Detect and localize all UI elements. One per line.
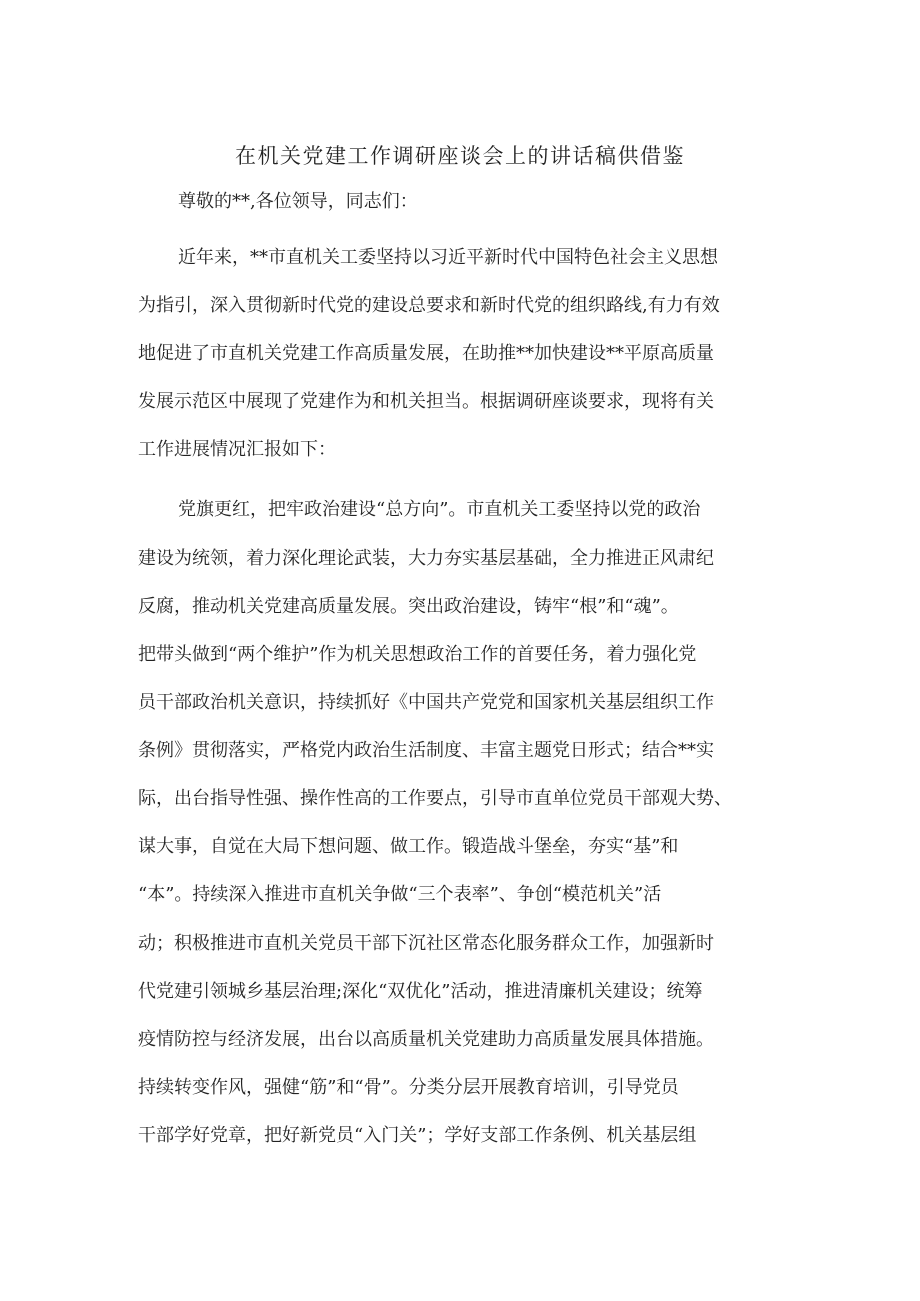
- text-line: 谋大事，自觉在大局下想问题、做工作。锻造战斗堡垒，夯实“基”和: [138, 836, 679, 857]
- text-line: 发展示范区中展现了党建作为和机关担当。根据调研座谈要求，现将有关: [138, 391, 714, 412]
- text-line: 近年来，**市直机关工委坚持以习近平新时代中国特色社会主义思想: [178, 247, 718, 268]
- text-line: 干部学好党章，把好新党员“入门关”；学好支部工作条例、机关基层组: [138, 1125, 697, 1146]
- document-title: 在机关党建工作调研座谈会上的讲话稿供借鉴: [235, 144, 685, 168]
- text-line: 条例》贯彻落实，严格党内政治生活制度、丰富主题党日形式；结合**实: [138, 740, 714, 761]
- text-line: 代党建引领城乡基层治理;深化“双优化”活动，推进清廉机关建设；统筹: [138, 981, 703, 1002]
- text-line: 疫情防控与经济发展，出台以高质量机关党建助力高质量发展具体措施。: [138, 1029, 714, 1050]
- text-line: “本”。持续深入推进市直机关争做“三个表率”、争创“模范机关”活: [138, 884, 662, 905]
- text-line: 员干部政治机关意识，持续抓好《中国共产党党和国家机关基层组织工作: [138, 692, 714, 713]
- text-line: 反腐，推动机关党建高质量发展。突出政治建设，铸牢“根”和“魂”。: [138, 596, 679, 617]
- text-line: 把带头做到“两个维护”作为机关思想政治工作的首要任务，着力强化党: [138, 644, 697, 665]
- text-line: 持续转变作风，强健“筋”和“骨”。分类分层开展教育培训，引导党员: [138, 1077, 679, 1098]
- salutation: 尊敬的**,各位领导，同志们：: [178, 191, 418, 212]
- text-line: 建设为统领，着力深化理论武装，大力夯实基层基础，全力推进正风肃纪: [138, 548, 714, 569]
- text-line: 党旗更红，把牢政治建设“总方向”。市直机关工委坚持以党的政治: [178, 499, 701, 520]
- text-line: 际，出台指导性强、操作性高的工作要点，引导市直单位党员干部观大势、: [138, 788, 732, 809]
- text-line: 地促进了市直机关党建工作高质量发展，在助推**加快建设**平原高质量: [138, 343, 714, 364]
- text-line: 工作进展情况汇报如下：: [138, 439, 336, 460]
- text-line: 动；积极推进市直机关党员干部下沉社区常态化服务群众工作，加强新时: [138, 933, 714, 954]
- text-line: 为指引，深入贯彻新时代党的建设总要求和新时代党的组织路线,有力有效: [138, 295, 720, 316]
